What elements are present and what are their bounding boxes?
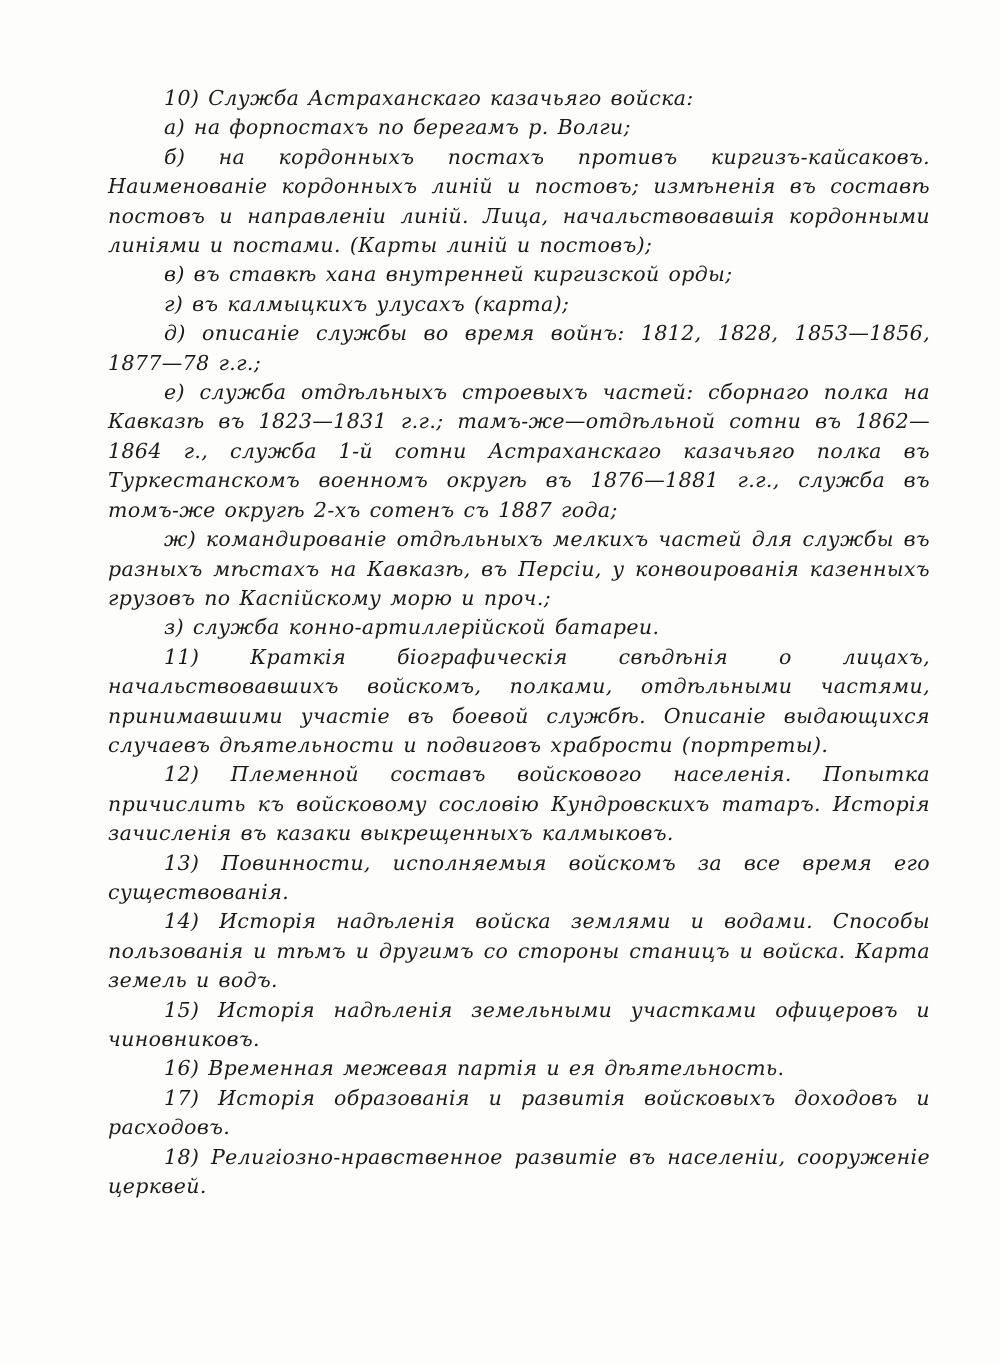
paragraph-10b: б) на кордонныхъ постахъ противъ киргизъ-кайсаковъ. Наименованіе кордонныхъ линій и постовъ; измѣненія въ составѣ постовъ и направленіи линій. Лица, начальствовавшія кордонными линіями и постами. (Карты линій и постовъ); — [108, 144, 930, 258]
paragraph-10d: д) описаніе службы во время войнъ: 1812, 1828, 1853—1856, 1877—78 г.г.; — [108, 321, 930, 375]
paragraph-17: 17) Исторія образованія и развитія войсковыхъ доходовъ и расходовъ. — [108, 1085, 930, 1140]
paragraph-14: 14) Исторія надѣленія войска землями и водами. Способы пользованія и тѣмъ и другимъ со стороны станицъ и войска. Карта земель и водъ. — [108, 909, 930, 993]
paragraph-18: 18) Религіозно-нравственное развитіе въ населеніи, сооруженіе церквей. — [108, 1144, 930, 1199]
paragraph-10zh: ж) командированіе отдѣльныхъ мелкихъ частей для службы въ разныхъ мѣстахъ на Кавказѣ, въ Персіи, у конвоированія казенныхъ грузовъ по Каспійскому морю и проч.; — [108, 527, 930, 610]
paragraph-10v: в) въ ставкѣ хана внутренней киргизской орды; — [164, 262, 733, 287]
paragraph-10g: г) въ калмыцкихъ улусахъ (карта); — [164, 291, 570, 316]
paragraph-12: 12) Племенной составъ войскового населенія. Попытка причислить къ войсковому сословію Кундровскихъ татаръ. Исторія зачисленія въ казаки выкрещенныхъ калмыковъ. — [108, 762, 930, 846]
paragraph-13: 13) Повинности, исполняемыя войскомъ за все время его существованія. — [108, 850, 930, 904]
paragraph-16: 16) Временная межевая партія и ея дѣятельность. — [164, 1056, 785, 1081]
paragraph-15: 15) Исторія надѣленія земельными участками офицеровъ и чиновниковъ. — [108, 997, 930, 1051]
paragraph-10z: з) служба конно-артиллерійской батареи. — [164, 615, 660, 640]
paragraph-10e: е) служба отдѣльныхъ строевыхъ частей: сборнаго полка на Кавказѣ въ 1823—1831 г.г.; тамъ-же—отдѣльной сотни въ 1862—1864 г., служба 1-й сотни Астраханскаго казачьяго полка въ Туркестанскомъ военномъ округѣ въ 1876—1881 г.г., служба въ томъ-же округѣ 2-хъ сотенъ съ 1887 года; — [108, 380, 930, 522]
paragraph-11: 11) Краткія біографическія свѣдѣнія о лицахъ, начальствовавшихъ войскомъ, полками, отдѣльными частями, принимавшими участіе въ боевой службѣ. Описаніе выдающихся случаевъ дѣятельности и подвиговъ храбрости (портреты). — [108, 644, 930, 757]
paragraph-10-heading: 10) Служба Астраханскаго казачьяго войска: — [164, 86, 694, 110]
paragraph-10a: а) на форпостахъ по берегамъ р. Волги; — [164, 115, 631, 140]
text-column — [108, 84, 930, 1201]
